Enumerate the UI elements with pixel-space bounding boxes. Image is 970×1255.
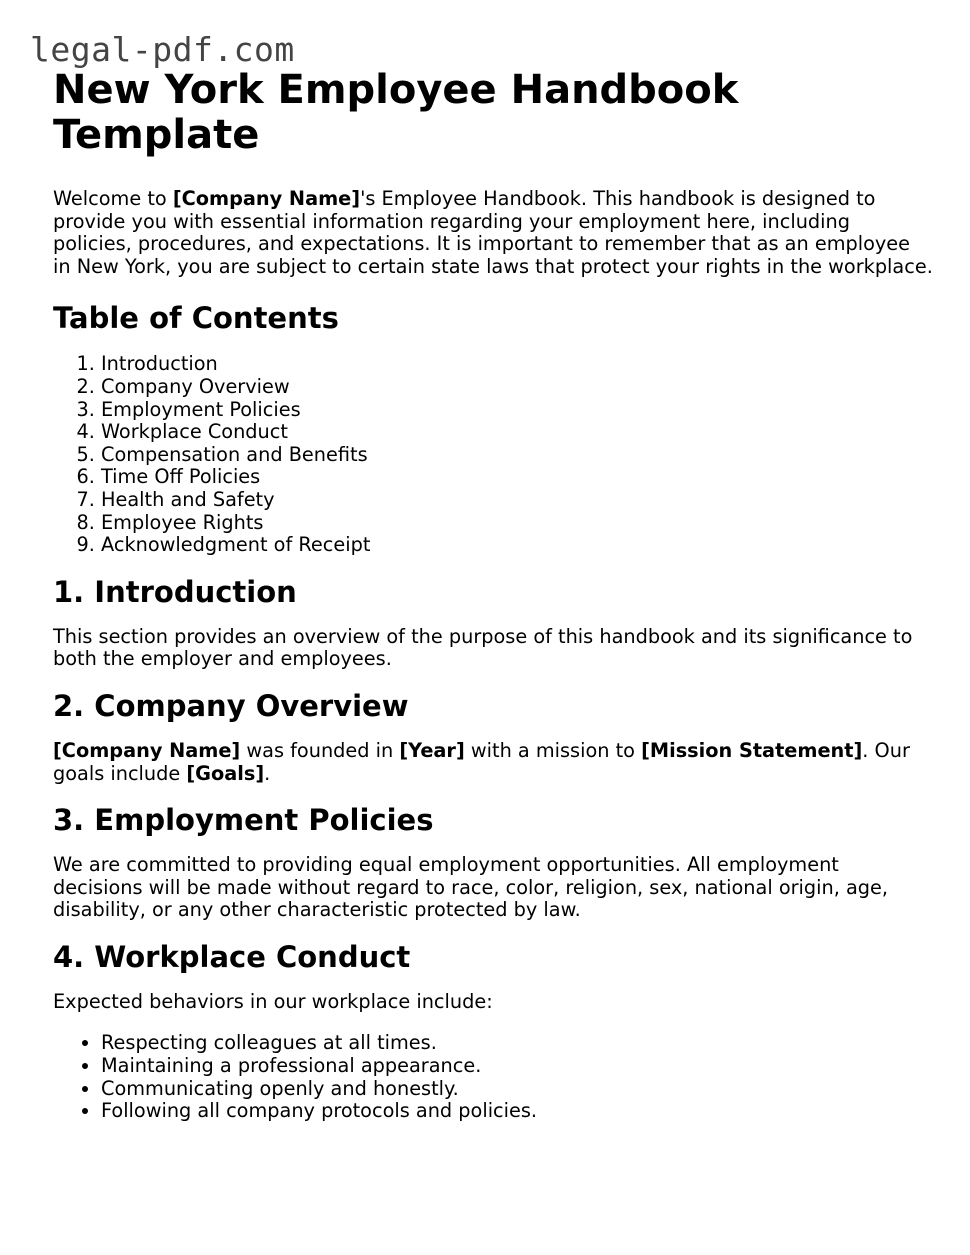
conduct-list [53,1032,933,1122]
section-2-text [53,740,933,785]
toc-item-compensation: 5. Compensation and Benefits [101,444,933,467]
section-2-heading: 2. Company Overview [53,688,409,723]
intro-company-placeholder: [Company Name] [172,187,361,210]
section-4-text: Expected behaviors in our workplace include: [53,989,493,1013]
page-title: New York Employee Handbook Template [53,67,739,158]
toc-item-workplace-conduct: 4. Workplace Conduct [101,421,933,444]
year-placeholder: [Year] [399,738,465,762]
goals-placeholder: [Goals] [186,761,265,785]
section-4-heading: 4. Workplace Conduct [53,939,411,974]
list-item: • Maintaining a professional appearance. [101,1055,933,1078]
section-3-text: We are committed to providing equal employment opportunities. All employment decisions will be made without regard to race, color, religion, sex, national origin, age, disability, or any other characteristic protected by law. [53,853,889,922]
section-1-heading: 1. Introduction [53,574,297,609]
section-2-text-part: . [264,761,271,785]
list-item: • Following all company protocols and policies. [101,1100,933,1123]
document-page [53,68,933,1123]
section-1-text: This section provides an overview of the purpose of this handbook and its significance to both the employer and employees. [53,624,913,671]
toc-item-introduction: 1. Introduction [101,353,933,376]
toc-item-employment-policies: 3. Employment Policies [101,399,933,422]
table-of-contents [53,353,933,556]
intro-paragraph [53,188,933,278]
company-name-placeholder: [Company Name] [53,738,241,762]
watermark-text: legal-pdf.com [30,30,295,69]
mission-placeholder: [Mission Statement] [641,738,863,762]
toc-item-company-overview: 2. Company Overview [101,376,933,399]
intro-post: 's Employee Handbook. This handbook is designed to provide you with essential information regarding your employment here, including policies, procedures, and expectations. It is important to remember that as an employee in New York, you are subject to certain state laws that protect your rights in the workplace. [53,187,933,278]
section-3-heading: 3. Employment Policies [53,803,434,838]
toc-item-employee-rights: 8. Employee Rights [101,512,933,535]
toc-item-health-safety: 7. Health and Safety [101,489,933,512]
list-item: • Respecting colleagues at all times. [101,1032,933,1055]
section-2-text-part: was founded in [240,738,400,762]
section-2-text-part: . Our goals include [53,738,910,785]
section-2-text-part: with a mission to [464,738,642,762]
intro-pre: Welcome to [53,187,173,210]
list-item: • Communicating openly and honestly. [101,1078,933,1101]
toc-heading: Table of Contents [53,301,339,336]
toc-item-acknowledgment: 9. Acknowledgment of Receipt [101,534,933,557]
toc-item-time-off: 6. Time Off Policies [101,466,933,489]
